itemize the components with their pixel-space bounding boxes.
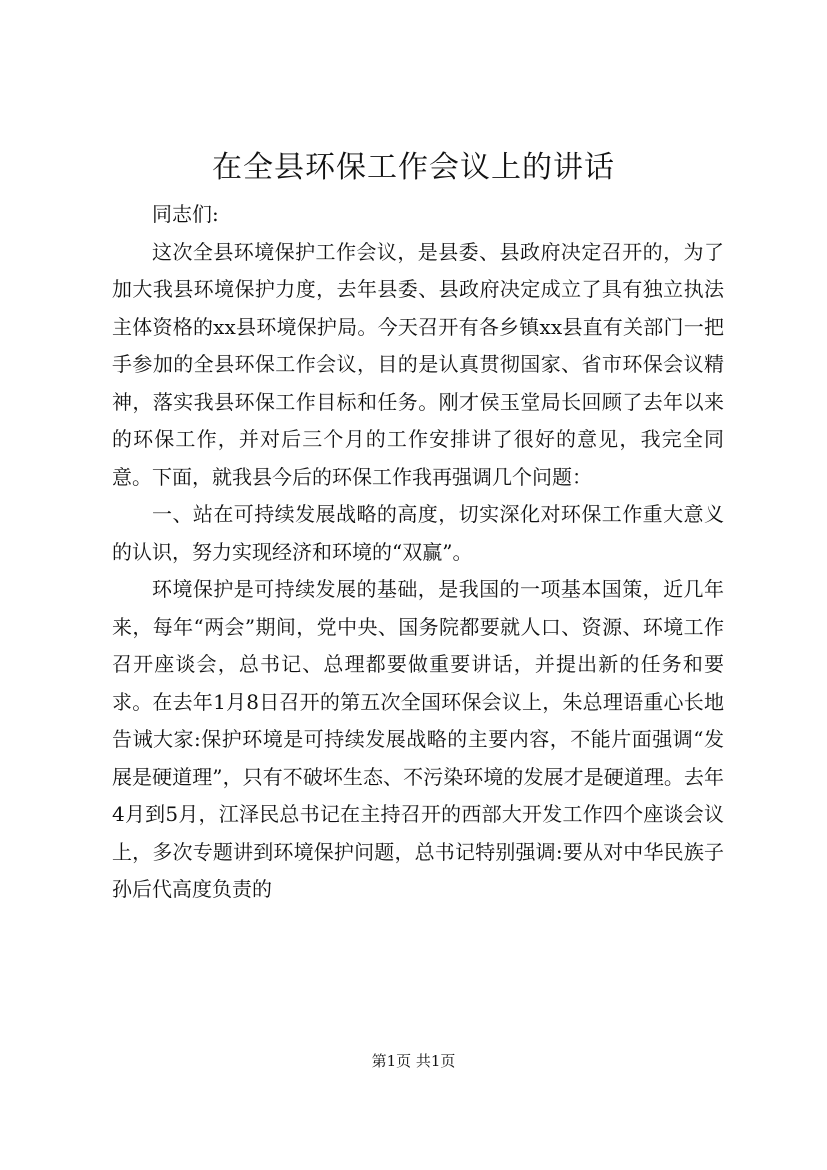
document-body <box>112 196 724 909</box>
paragraph-heading-one: 一、站在可持续发展战略的高度，切实深化对环保工作重大意义的认识，努力实现经济和环境的“双赢”。 <box>112 502 724 564</box>
page-footer: 第1页 共1页 <box>371 1052 456 1070</box>
paragraph-environment: 环境保护是可持续发展的基础，是我国的一项基本国策，近几年来，每年“两会”期间，党中央、国务院都要就人口、资源、环境工作召开座谈会，总书记、总理都要做重要讲话，并提出新的任务和要求。在去年1月8日召开的第五次全国环保会议上，朱总理语重心长地告诫大家:保护环境是可持续发展战略的主要内容，不能片面强调“发展是硬道理”，只有不破坏生态、不污染环境的发展才是硬道理。去年4月到5月，江泽民总书记在主持召开的西部大开发工作四个座谈会议上，多次专题讲到环境保护问题，总书记特别强调:要从对中华民族子孙后代高度负责的 <box>112 577 724 901</box>
paragraph-intro: 这次全县环境保护工作会议，是县委、县政府决定召开的，为了加大我县环境保护力度，去年县委、县政府决定成立了具有独立执法主体资格的xx县环境保护局。今天召开有各乡镇xx县直有关部门一把手参加的全县环保工作会议，目的是认真贯彻国家、省市环保会议精神，落实我县环保工作目标和任务。刚才侯玉堂局长回顾了去年以来的环保工作，并对后三个月的工作安排讲了很好的意见，我完全同意。下面，就我县今后的环保工作我再强调几个问题： <box>112 239 724 489</box>
greeting: 同志们: <box>152 202 219 226</box>
document-title: 在全县环保工作会议上的讲话 <box>212 150 615 185</box>
